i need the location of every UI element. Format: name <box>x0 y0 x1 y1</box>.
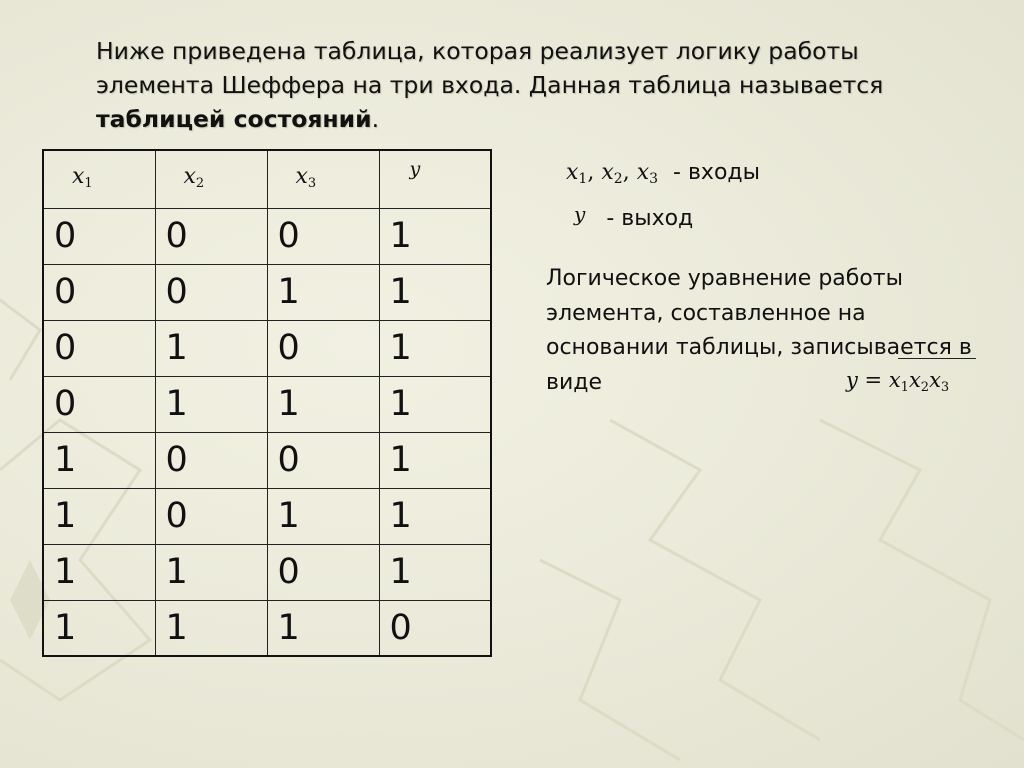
table-cell: 0 <box>43 320 155 376</box>
table-cell: 0 <box>155 432 267 488</box>
table-cell: 0 <box>43 376 155 432</box>
output-legend <box>574 202 694 231</box>
table-cell: 1 <box>379 544 491 600</box>
nand-overbar <box>898 358 976 359</box>
table-row <box>43 208 491 264</box>
table-cell: 0 <box>43 208 155 264</box>
table-row <box>43 600 491 656</box>
table-cell: 0 <box>267 320 379 376</box>
formula-term: $x_1$ <box>888 368 909 395</box>
header-variable: $x_2$ <box>183 163 205 191</box>
formula-lhs: y <box>846 368 858 392</box>
table-cell: 1 <box>155 320 267 376</box>
table-cell: 1 <box>379 320 491 376</box>
table-cell: 0 <box>267 432 379 488</box>
table-cell: 1 <box>379 488 491 544</box>
table-header-cell <box>43 150 155 208</box>
equation-paragraph: Логическое уравнение работы элемента, составленное на основании таблицы, записывается в виде <box>546 266 972 395</box>
table-cell: 1 <box>379 208 491 264</box>
table-cell: 1 <box>379 376 491 432</box>
intro-text: Ниже приведена таблица, которая реализует логику работы элемента Шеффера на три входа. Данная таблица называется таблицей состояний. <box>96 37 884 133</box>
table-cell: 1 <box>267 264 379 320</box>
inputs-legend <box>566 160 760 187</box>
table-cell: 1 <box>43 488 155 544</box>
table-row <box>43 264 491 320</box>
table-cell: 0 <box>379 600 491 656</box>
table-cell: 1 <box>155 600 267 656</box>
table-cell: 1 <box>43 432 155 488</box>
table-row <box>43 544 491 600</box>
table-cell: 1 <box>267 488 379 544</box>
table-cell: 0 <box>155 488 267 544</box>
truth-table <box>42 149 492 657</box>
table-row <box>43 376 491 432</box>
output-var: y <box>574 202 586 226</box>
table-cell: 1 <box>267 600 379 656</box>
table-cell: 0 <box>43 264 155 320</box>
intro-bold-term: таблицей состояний <box>96 105 372 133</box>
header-variable: y <box>409 158 421 181</box>
table-cell: 0 <box>267 208 379 264</box>
table-cell: 1 <box>43 600 155 656</box>
input-variable: $x_3$ <box>636 160 659 187</box>
table-row <box>43 432 491 488</box>
input-variable: $x_1$ <box>566 160 588 187</box>
table-cell: 1 <box>267 376 379 432</box>
header-variable: $x_1$ <box>72 163 93 191</box>
inputs-vars: $x_1$, $x_2$, $x_3$ <box>566 160 659 187</box>
table-cell: 1 <box>155 376 267 432</box>
table-cell: 1 <box>43 544 155 600</box>
table-row <box>43 320 491 376</box>
formula-equals: = <box>857 368 889 392</box>
table-cell: 0 <box>155 208 267 264</box>
table-cell: 1 <box>155 544 267 600</box>
output-label: - выход <box>606 206 694 231</box>
formula-term: $x_3$ <box>929 368 950 395</box>
table-header-row <box>43 150 491 208</box>
table-row <box>43 488 491 544</box>
table-cell: 0 <box>267 544 379 600</box>
formula-term: $x_2$ <box>908 368 930 395</box>
header-variable: $x_3$ <box>295 163 317 191</box>
input-variable: $x_2$ <box>601 160 623 187</box>
formula <box>846 368 949 395</box>
table-cell: 1 <box>379 432 491 488</box>
inputs-label: - входы <box>673 160 760 185</box>
table-cell: 0 <box>155 264 267 320</box>
table-cell: 1 <box>379 264 491 320</box>
